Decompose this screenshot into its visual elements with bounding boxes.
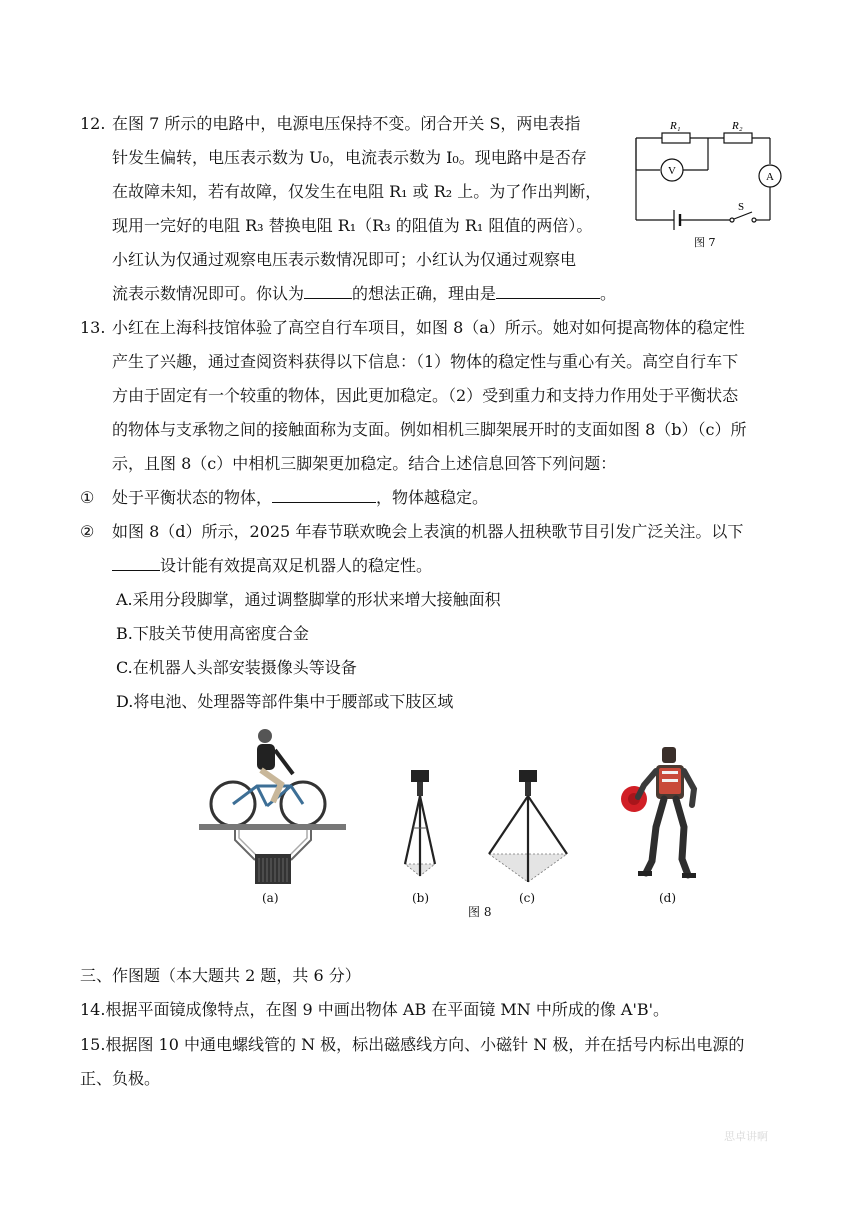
rail (199, 824, 346, 830)
label-v: V (668, 165, 676, 177)
q12-line-6 (112, 284, 616, 304)
q13-sub2-marker: ② (80, 522, 95, 541)
figure-8a-bicycle (195, 722, 350, 887)
q13-sub1 (112, 488, 488, 508)
q13-option-d: D.将电池、处理器等部件集中于腰部或下肢区域 (116, 692, 454, 711)
q12-line-6-part-a: 流表示数情况即可。你认为 (112, 284, 305, 303)
figure-7-circuit (630, 112, 790, 252)
q13-option-a: A.采用分段脚掌，通过调整脚掌的形状来增大接触面积 (116, 590, 501, 609)
q13-line-4: 的物体与支承物之间的接触面称为支面。例如相机三脚架展开时的支面如图 8（b）（c）所 (112, 420, 747, 439)
label-r2: R₂ (732, 120, 743, 132)
counterweight (255, 854, 291, 884)
q13-number: 13. (80, 318, 106, 337)
q13-line-1: 小红在上海科技馆体验了高空自行车项目，如图 8（a）所示。她对如何提高物体的稳定性 (112, 318, 745, 337)
q13-line-2: 产生了兴趣，通过查阅资料获得以下信息：（1）物体的稳定性与重心有关。高空自行车下 (112, 352, 739, 371)
label-a: A (766, 171, 774, 183)
q13-option-c: C.在机器人头部安装摄像头等设备 (116, 658, 357, 677)
q13-option-b: B.下肢关节使用高密度合金 (116, 624, 309, 643)
switch-pivot (730, 218, 734, 222)
resistor-r1 (662, 133, 690, 143)
q12-line-3: 在故障未知，若有故障，仅发生在电阻 R₁ 或 R₂ 上。为了作出判断， (112, 182, 602, 201)
q13-sub1-blank[interactable] (272, 488, 376, 503)
q12-line-1: 在图 7 所示的电路中，电源电压保持不变。闭合开关 S，两电表指 (112, 114, 581, 133)
figure-8a-label: (a) (262, 891, 279, 905)
rider-helmet (258, 729, 272, 743)
q12-number: 12. (80, 114, 106, 133)
q13-sub2-line-1: 如图 8（d）所示，2025 年春节联欢晚会上表演的机器人扭秧歌节目引发广泛关注。以下 (112, 522, 744, 541)
q13-sub2-line-2-text: 设计能有效提高双足机器人的稳定性。 (160, 556, 433, 575)
q12-line-2: 针发生偏转，电压表示数为 U₀，电流表示数为 I₀。现电路中是否存 (112, 148, 587, 167)
q13-line-3: 方由于固定有一个较重的物体，因此更加稳定。（2）受到重力和支持力作用处于平衡状态 (112, 386, 739, 405)
q12-line-6-part-b: 的想法正确，理由是 (352, 284, 497, 303)
label-s: S (738, 201, 745, 213)
q13-line-5: 示，且图 8（c）中相机三脚架更加稳定。结合上述信息回答下列问题： (112, 454, 617, 473)
resistor-r2 (724, 133, 752, 143)
q15-line-1: 15.根据图 10 中通电螺线管的 N 极，标出磁感线方向、小磁针 N 极，并在括号内标出电源的 (80, 1035, 745, 1054)
switch-blade (734, 212, 752, 219)
figure-8-caption: 图 8 (468, 905, 492, 919)
q12-line-6-part-c: 。 (600, 284, 617, 303)
q14-text: 14.根据平面镜成像特点，在图 9 中画出物体 AB 在平面镜 MN 中所成的像 A'B'。 (80, 1000, 670, 1019)
q12-line-5: 小红认为仅通过观察电压表示数情况即可；小红认为仅通过观察电 (112, 250, 577, 269)
q13-sub1-part-b: ，物体越稳定。 (376, 488, 489, 507)
rider-body (257, 744, 275, 770)
q12-line-4: 现用一完好的电阻 R₃ 替换电阻 R₁（R₃ 的阻值为 R₁ 阻值的两倍）。 (112, 216, 593, 235)
q13-sub1-part-a: 处于平衡状态的物体， (112, 488, 273, 507)
label-r1: R₁ (670, 120, 681, 132)
figure-8b-label: (b) (412, 891, 430, 905)
q12-blank-reason[interactable] (496, 284, 600, 299)
q13-sub2-blank[interactable] (112, 556, 160, 571)
figure-8c-label: (c) (519, 891, 536, 905)
q13-sub1-marker: ① (80, 488, 95, 507)
watermark-text: 思卓讲啊 (724, 1130, 768, 1143)
figure-7-caption: 图 7 (694, 236, 716, 249)
figure-8c-tripod-wide (483, 768, 573, 886)
q15-line-2: 正、负极。 (80, 1069, 161, 1088)
figure-8d-label: (d) (659, 891, 677, 905)
figure-8d-robot (612, 743, 717, 883)
robot-head (662, 747, 676, 763)
figure-8b-tripod-narrow (395, 768, 445, 878)
q12-blank-who[interactable] (304, 284, 352, 299)
q13-sub2-line-2 (112, 556, 432, 576)
section-3-title: 三、作图题（本大题共 2 题，共 6 分） (80, 966, 361, 985)
